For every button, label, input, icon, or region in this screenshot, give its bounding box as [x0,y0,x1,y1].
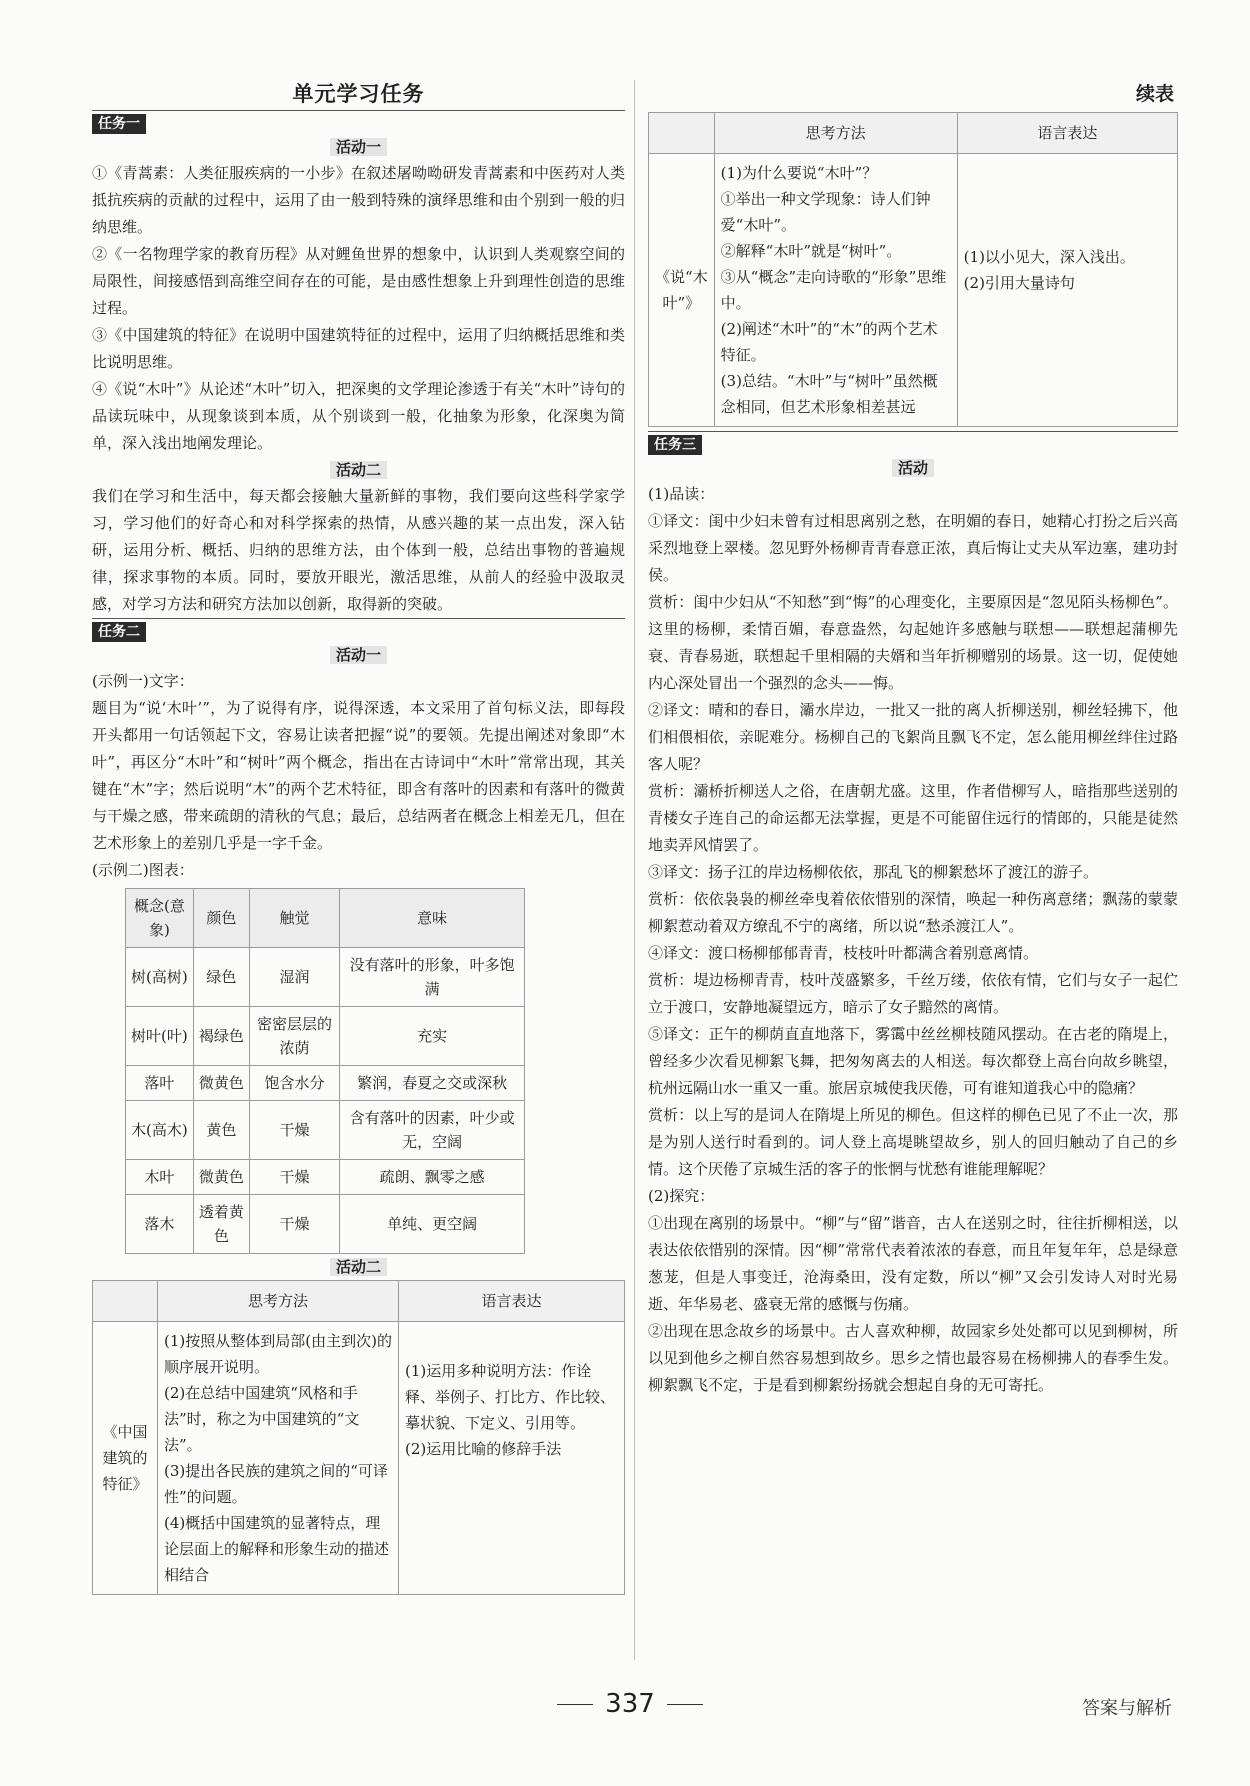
list-item: ①举出一种文学现象：诗人们钟爱“木叶”。 [720,190,931,234]
table-row [126,1066,525,1101]
list-item: (2)阐述“木叶”的“木”的两个艺术特征。 [720,320,938,364]
activity-heading: 活动二 [92,459,625,481]
row-heading: 《中国建筑的特征》 [93,1322,158,1595]
column-divider [634,80,635,1660]
table-cell: 树(高树) [126,948,194,1007]
table-cell: 繁润，春夏之交或深秋 [340,1066,525,1101]
table-corner-cell [93,1281,158,1322]
paragraph: ②出现在思念故乡的场景中。古人喜欢种柳，故园家乡处处都可以见到柳树，所以见到他乡之柳自然容易想到故乡。思乡之情也最容易在杨柳拂人的春季生发。柳絮飘飞不定，于是看到柳絮纷扬就会想起自身的无可寄托。 [648,1322,1178,1394]
table-row [126,1195,525,1254]
thinking-method-cell [714,154,957,427]
table-corner-cell [649,113,715,154]
left-column [92,78,625,1595]
page-title: 单元学习任务 [292,82,425,106]
imagery-table [125,888,525,1254]
table-header-row [649,113,1178,154]
paragraph: ①《青蒿素：人类征服疾病的一小步》在叙述屠呦呦研发青蒿素和中医药对人类抵抗疾病的贡献的过程中，运用了由一般到特殊的演绎思维和由个别到一般的归纳思维。 [92,164,625,236]
table-header-cell: 触觉 [249,889,339,948]
table-row [126,1160,525,1195]
section-rule [92,618,625,619]
paragraph: 赏析：依依袅袅的柳丝牵曳着依依惜别的深情，唤起一种伤离意绪；飘荡的蒙蒙柳絮惹动着双方缭乱不宁的离绪，所以说“愁杀渡江人”。 [648,890,1178,935]
paragraph: 我们在学习和生活中，每天都会接触大量新鲜的事物，我们要向这些科学家学习，学习他们的好奇心和对科学探索的热情，从感兴趣的某一点出发，深入钻研，运用分析、概括、归纳的思维方法，由个体到一般，总结出事物的普遍规律，探求事物的本质。同时，要放开眼光，激活思维，从前人的经验中汲取灵感，对学习方法和研究方法加以创新，取得新的突破。 [92,487,625,613]
paragraph: ②《一名物理学家的教育历程》从对鲤鱼世界的想象中，认识到人类观察空间的局限性，间接感悟到高维空间存在的可能，是由感性想象上升到理性创造的思维过程。 [92,245,625,317]
table-cell: 干燥 [249,1195,339,1254]
section-rule [92,110,625,111]
list-item: (1)按照从整体到局部(由主到次)的顺序展开说明。 [164,1332,392,1376]
list-item: (2)运用比喻的修辞手法 [405,1440,562,1458]
table-cell: 疏朗、飘零之感 [340,1160,525,1195]
activity-heading: 活动 [648,457,1178,479]
paragraph: ①译文：闺中少妇未曾有过相思离别之愁，在明媚的春日，她精心打扮之后兴高采烈地登上翠楼。忽见野外杨柳青青春意正浓，真后悔让丈夫从军边塞，建功封侯。 [648,512,1178,584]
paragraph: 赏析：堤边杨柳青青，枝叶茂盛繁多，千丝万缕，依依有情，它们与女子一起伫立于渡口，安静地凝望远方，暗示了女子黯然的离情。 [648,971,1178,1016]
paragraph: ③《中国建筑的特征》在说明中国建筑特征的过程中，运用了归纳概括思维和类比说明思维。 [92,326,625,371]
table-row [93,1322,625,1595]
activity-heading: 活动一 [92,136,625,158]
list-item: (2)在总结中国建筑“风格和手法”时，称之为中国建筑的“文法”。 [164,1384,360,1454]
task-three-tag: 任务三 [648,435,702,455]
table-header-row [126,889,525,948]
right-column [648,78,1178,1399]
table-cell: 木(高木) [126,1101,194,1160]
table-row [126,1101,525,1160]
table-header-row [93,1281,625,1322]
section-label: 答案与解析 [1082,1698,1172,1719]
list-item: ②解释“木叶”就是“树叶”。 [720,242,902,260]
table-header-cell: 意味 [340,889,525,948]
table-cell: 湿润 [249,948,339,1007]
activity-heading: 活动一 [92,644,625,666]
table-cell: 微黄色 [193,1160,249,1195]
thinking-method-cell [158,1322,399,1595]
paragraph: 题目为“说‘木叶’”，为了说得有序，说得深透，本文采用了首句标义法，即每段开头都用一句话领起下文，容易让读者把握“说”的要领。先提出阐述对象即“木叶”，再区分“木叶”和“树叶”两个概念，指出在古诗词中“木叶”常常出现，其关键在“木”字；然后说明“木”的两个艺术特征，即含有落叶的因素和有落叶的微黄与干燥之感，带来疏朗的清秋的气息；最后，总结两者在概念上相差无几，但在艺术形象上的差别几乎是一字千金。 [92,699,625,852]
continued-table-label: 续表 [1135,83,1174,105]
table-cell: 单纯、更空阔 [340,1195,525,1254]
table-row [649,154,1178,427]
table-cell: 微黄色 [193,1066,249,1101]
table-cell: 绿色 [193,948,249,1007]
table-header-cell: 概念(意象) [126,889,194,948]
table-cell: 充实 [340,1007,525,1066]
table-cell: 干燥 [249,1160,339,1195]
paragraph: ①出现在离别的场景中。“柳”与“留”谐音，古人在送别之时，往往折柳相送，以表达依依惜别的深情。因“柳”常常代表着浓浓的春意，而且年复年年，总是绿意葱茏，但是人事变迁，沧海桑田，没有定数，所以“柳”又会引发诗人对时光易逝、年华易老、盛衰无常的感慨与伤痛。 [648,1214,1178,1313]
activity-heading: 活动二 [92,1256,625,1278]
muye-method-table [648,112,1178,427]
list-item: (1)为什么要说“木叶”？ [720,164,878,182]
paragraph: 赏析：以上写的是词人在隋堤上所见的柳色。但这样的柳色已见了不止一次，那是为别人送行时看到的。词人登上高堤眺望故乡，别人的回归触动了自己的乡情。这个厌倦了京城生活的客子的怅惘与忧愁有谁能理解呢？ [648,1106,1178,1178]
list-item: (1)以小见大，深入浅出。 [963,248,1135,266]
paragraph: ④《说“木叶”》从论述“木叶”切入，把深奥的文学理论渗透于有关“木叶”诗句的品读玩味中，从现象谈到本质，从个别谈到一般，化抽象为形象，化深奥为简单，深入浅出地阐发理论。 [92,380,625,452]
list-item: (1)运用多种说明方法：作诠释、举例子、打比方、作比较、摹状貌、下定义、引用等。 [405,1362,616,1432]
paragraph: ③译文：扬子江的岸边杨柳依依，那乱飞的柳絮愁坏了渡江的游子。 [648,863,1099,881]
table-cell: 没有落叶的形象，叶多饱满 [340,948,525,1007]
table-cell: 干燥 [249,1101,339,1160]
row-heading: 《说“木叶”》 [649,154,715,427]
paragraph: 赏析：灞桥折柳送人之俗，在唐朝尤盛。这里，作者借柳写人，暗指那些送别的青楼女子连自己的命运都无法掌握，更是不可能留住远行的情郎的，只能是徒然地卖弄风情罢了。 [648,782,1178,854]
paragraph: ⑤译文：正午的柳荫直直地落下，雾霭中丝丝柳枝随风摆动。在古老的隋堤上，曾经多少次看见柳絮飞舞，把匆匆离去的人相送。每次都登上高台向故乡眺望，杭州远隔山水一重又一重。旅居京城使我厌倦，可有谁知道我心中的隐痛？ [648,1025,1178,1097]
list-item: (3)提出各民族的建筑之间的“可译性”的问题。 [164,1462,388,1506]
paragraph: (2)探究： [648,1187,715,1205]
list-item: ③从“概念”走向诗歌的“形象”思维中。 [720,268,947,312]
paragraph: ②译文：晴和的春日，灞水岸边，一批又一批的离人折柳送别，柳丝轻拂下，他们相偎相依，亲昵难分。杨柳自己的飞絮尚且飘飞不定，怎么能用柳丝绊住过路客人呢？ [648,701,1178,773]
table-cell: 密密层层的浓荫 [249,1007,339,1066]
table-cell: 褐绿色 [193,1007,249,1066]
section-rule [648,431,1178,432]
table-cell: 黄色 [193,1101,249,1160]
table-cell: 落木 [126,1195,194,1254]
table-header-cell: 语言表达 [957,113,1177,154]
language-expression-cell [399,1322,625,1595]
table-cell: 落叶 [126,1066,194,1101]
table-row [126,948,525,1007]
example-label: (示例一)文字： [92,672,194,690]
list-item: (3)总结。“木叶”与“树叶”虽然概念相同，但艺术形象相差甚远 [720,372,938,416]
paragraph: ④译文：渡口杨柳郁郁青青，枝枝叶叶都满含着别意离情。 [648,944,1039,962]
example-label: (示例二)图表： [92,861,194,879]
table-header-cell: 思考方法 [158,1281,399,1322]
table-cell: 木叶 [126,1160,194,1195]
table-header-cell: 思考方法 [714,113,957,154]
paragraph: 赏析：闺中少妇从“不知愁”到“悔”的心理变化，主要原因是“忽见陌头杨柳色”。这里的杨柳，柔情百媚，春意盎然，勾起她许多感触与联想——联想起蒲柳先衰、青春易逝，联想起千里相隔的夫婿和当年折柳赠别的场景。这一切，促使她内心深处冒出一个强烈的念头——悔。 [648,593,1178,692]
list-item: (4)概括中国建筑的显著特点，理论层面上的解释和形象生动的描述相结合 [164,1514,390,1584]
table-header-cell: 颜色 [193,889,249,948]
task-one-tag: 任务一 [92,114,146,134]
paragraph: (1)品读： [648,485,715,503]
list-item: (2)引用大量诗句 [963,274,1075,292]
table-cell: 含有落叶的因素，叶少或无，空阔 [340,1101,525,1160]
table-row [126,1007,525,1066]
task-two-tag: 任务二 [92,622,146,642]
page-footer [0,1686,1250,1726]
page-number: 337 [520,1686,740,1722]
table-cell: 树叶(叶) [126,1007,194,1066]
table-header-cell: 语言表达 [399,1281,625,1322]
table-cell: 透着黄色 [193,1195,249,1254]
language-expression-cell [957,154,1177,427]
architecture-method-table [92,1280,625,1595]
table-cell: 饱含水分 [249,1066,339,1101]
